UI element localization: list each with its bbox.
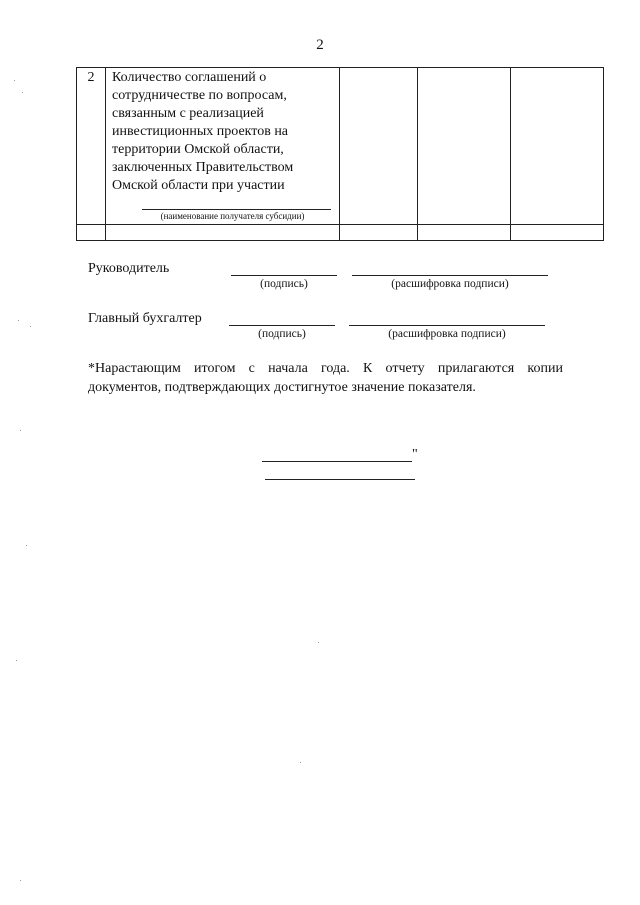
head-signature-line (231, 275, 337, 276)
empty-cell (340, 225, 418, 241)
footnote (88, 359, 563, 397)
report-table (76, 67, 604, 241)
page-number: 2 (316, 37, 324, 53)
scan-speck (26, 545, 27, 546)
scan-speck (20, 430, 21, 431)
row-number: 2 (87, 70, 95, 85)
value-cell (511, 68, 604, 225)
recipient-line (142, 209, 331, 210)
table-row (77, 225, 604, 241)
recipient-caption: (наименование получателя субсидии) (160, 211, 305, 221)
empty-cell (106, 225, 340, 241)
scan-speck (318, 642, 319, 643)
empty-cell (418, 225, 511, 241)
accountant-signature-line (229, 325, 335, 326)
row-number-cell (77, 68, 106, 225)
accountant-decoding-caption: (расшифровка подписи) (388, 328, 506, 340)
value-cell (340, 68, 418, 225)
closing-line-2 (265, 479, 415, 480)
scan-speck (300, 762, 301, 763)
empty-cell (511, 225, 604, 241)
accountant-decoding-line (349, 325, 545, 326)
head-signature-caption: (подпись) (260, 278, 308, 290)
indicator-text: Количество соглашений о сотрудничестве по вопросам, связанным с реализацией инвестиционных проектов на территории Омской области, заключенных Правительством Омской области при участии (112, 70, 294, 193)
accountant-label: Главный бухгалтер (88, 311, 202, 326)
head-label: Руководитель (88, 261, 170, 276)
footnote-line-2: документов, подтверждающих достигнутое значение показателя. (88, 380, 476, 395)
scan-speck (14, 80, 15, 81)
scan-speck (18, 320, 19, 321)
scan-speck (20, 880, 21, 881)
scan-speck (22, 92, 23, 93)
footnote-line-1: *Нарастающим итогом с начала года. К отчету прилагаются копии (88, 361, 563, 376)
accountant-signature-caption: (подпись) (258, 328, 306, 340)
closing-line-1 (262, 461, 412, 462)
scan-speck (16, 660, 17, 661)
table-row (77, 68, 604, 225)
head-decoding-line (352, 275, 548, 276)
indicator-cell (106, 68, 340, 225)
closing-quote-mark: " (412, 447, 418, 462)
scan-speck (30, 326, 31, 327)
value-cell (418, 68, 511, 225)
empty-cell (77, 225, 106, 241)
head-decoding-caption: (расшифровка подписи) (391, 278, 509, 290)
